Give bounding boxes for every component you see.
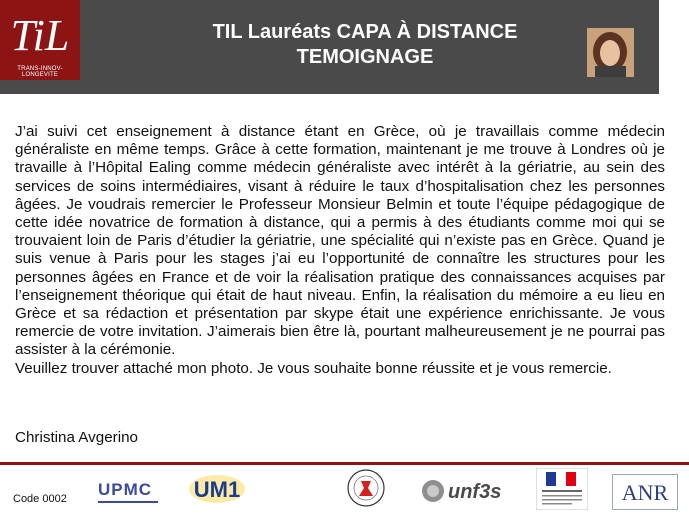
page-title xyxy=(110,20,620,70)
um1-logo xyxy=(188,474,246,504)
french-ministry-logo xyxy=(536,468,588,510)
author-photo xyxy=(587,28,634,77)
signature: Christina Avgerino xyxy=(15,429,138,446)
anr-logo xyxy=(612,474,678,510)
logo-caption: TRANS-INNOV-LONGEVITE xyxy=(17,66,63,78)
til-logo xyxy=(0,0,80,80)
title-line-1: TIL Lauréats CAPA À DISTANCE xyxy=(212,21,518,43)
university-seal-logo xyxy=(346,468,386,508)
svg-text:ANR: ANR xyxy=(621,480,669,505)
document-code: Code 0002 xyxy=(13,493,67,505)
testimonial-body: J’ai suivi cet enseignement à distance étant en Grèce, où je travaillais comme médecin généraliste en même temps. Grâce à cette formation, maintenant je me trouve à Londres où je travaille à l’Hôpital Ealing comme médecin généraliste avec intérêt à la gériatrie, au sein des services de soins intermédiaires, visant à réduire le taux d’hospitalisation chez les personnes âgées. Je voudrais remercier le Professeur Monsieur Belmin et toute l’équipe pédagogique de cette idée novatrice de formation à distance, qui a permis à des étudiants comme moi qui se trouvaient loin de Paris d’étudier la gériatrie, une spécialité qui n’existe pas en Grèce. Quand je suis venue à Paris pour les stages j’ai eu l’opportunité de connaître les structures pour les personnes âgées en France et de voir la réalisation pratique des connaissances acquises par l’enseignement théorique qui était de haut niveau. Enfin, la réalisation du mémoire a eu lieu en Grèce et sa rédaction et présentation par skype était une expérience enrichissante. Je vous remercie de votre invitation. J’aimerais bien être là, pourtant malheureusement je ne pourrai pas assister à la cérémonie. xyxy=(15,123,665,359)
svg-text:unf3s: unf3s xyxy=(448,481,502,503)
upmc-logo-text: UPMC xyxy=(98,480,153,499)
testimonial-text xyxy=(15,123,665,378)
svg-text:TiL: TiL xyxy=(10,11,70,60)
header-banner xyxy=(0,0,659,94)
svg-text:UM1: UM1 xyxy=(193,477,241,502)
title-line-2: TEMOIGNAGE xyxy=(296,46,434,68)
unf3s-logo xyxy=(420,476,516,506)
til-logo-mark xyxy=(0,0,80,66)
upmc-logo xyxy=(98,480,158,503)
footer-divider xyxy=(0,462,689,465)
testimonial-closing: Veuillez trouver attaché mon photo. Je vous souhaite bonne réussite et je vous remercie. xyxy=(15,359,612,377)
